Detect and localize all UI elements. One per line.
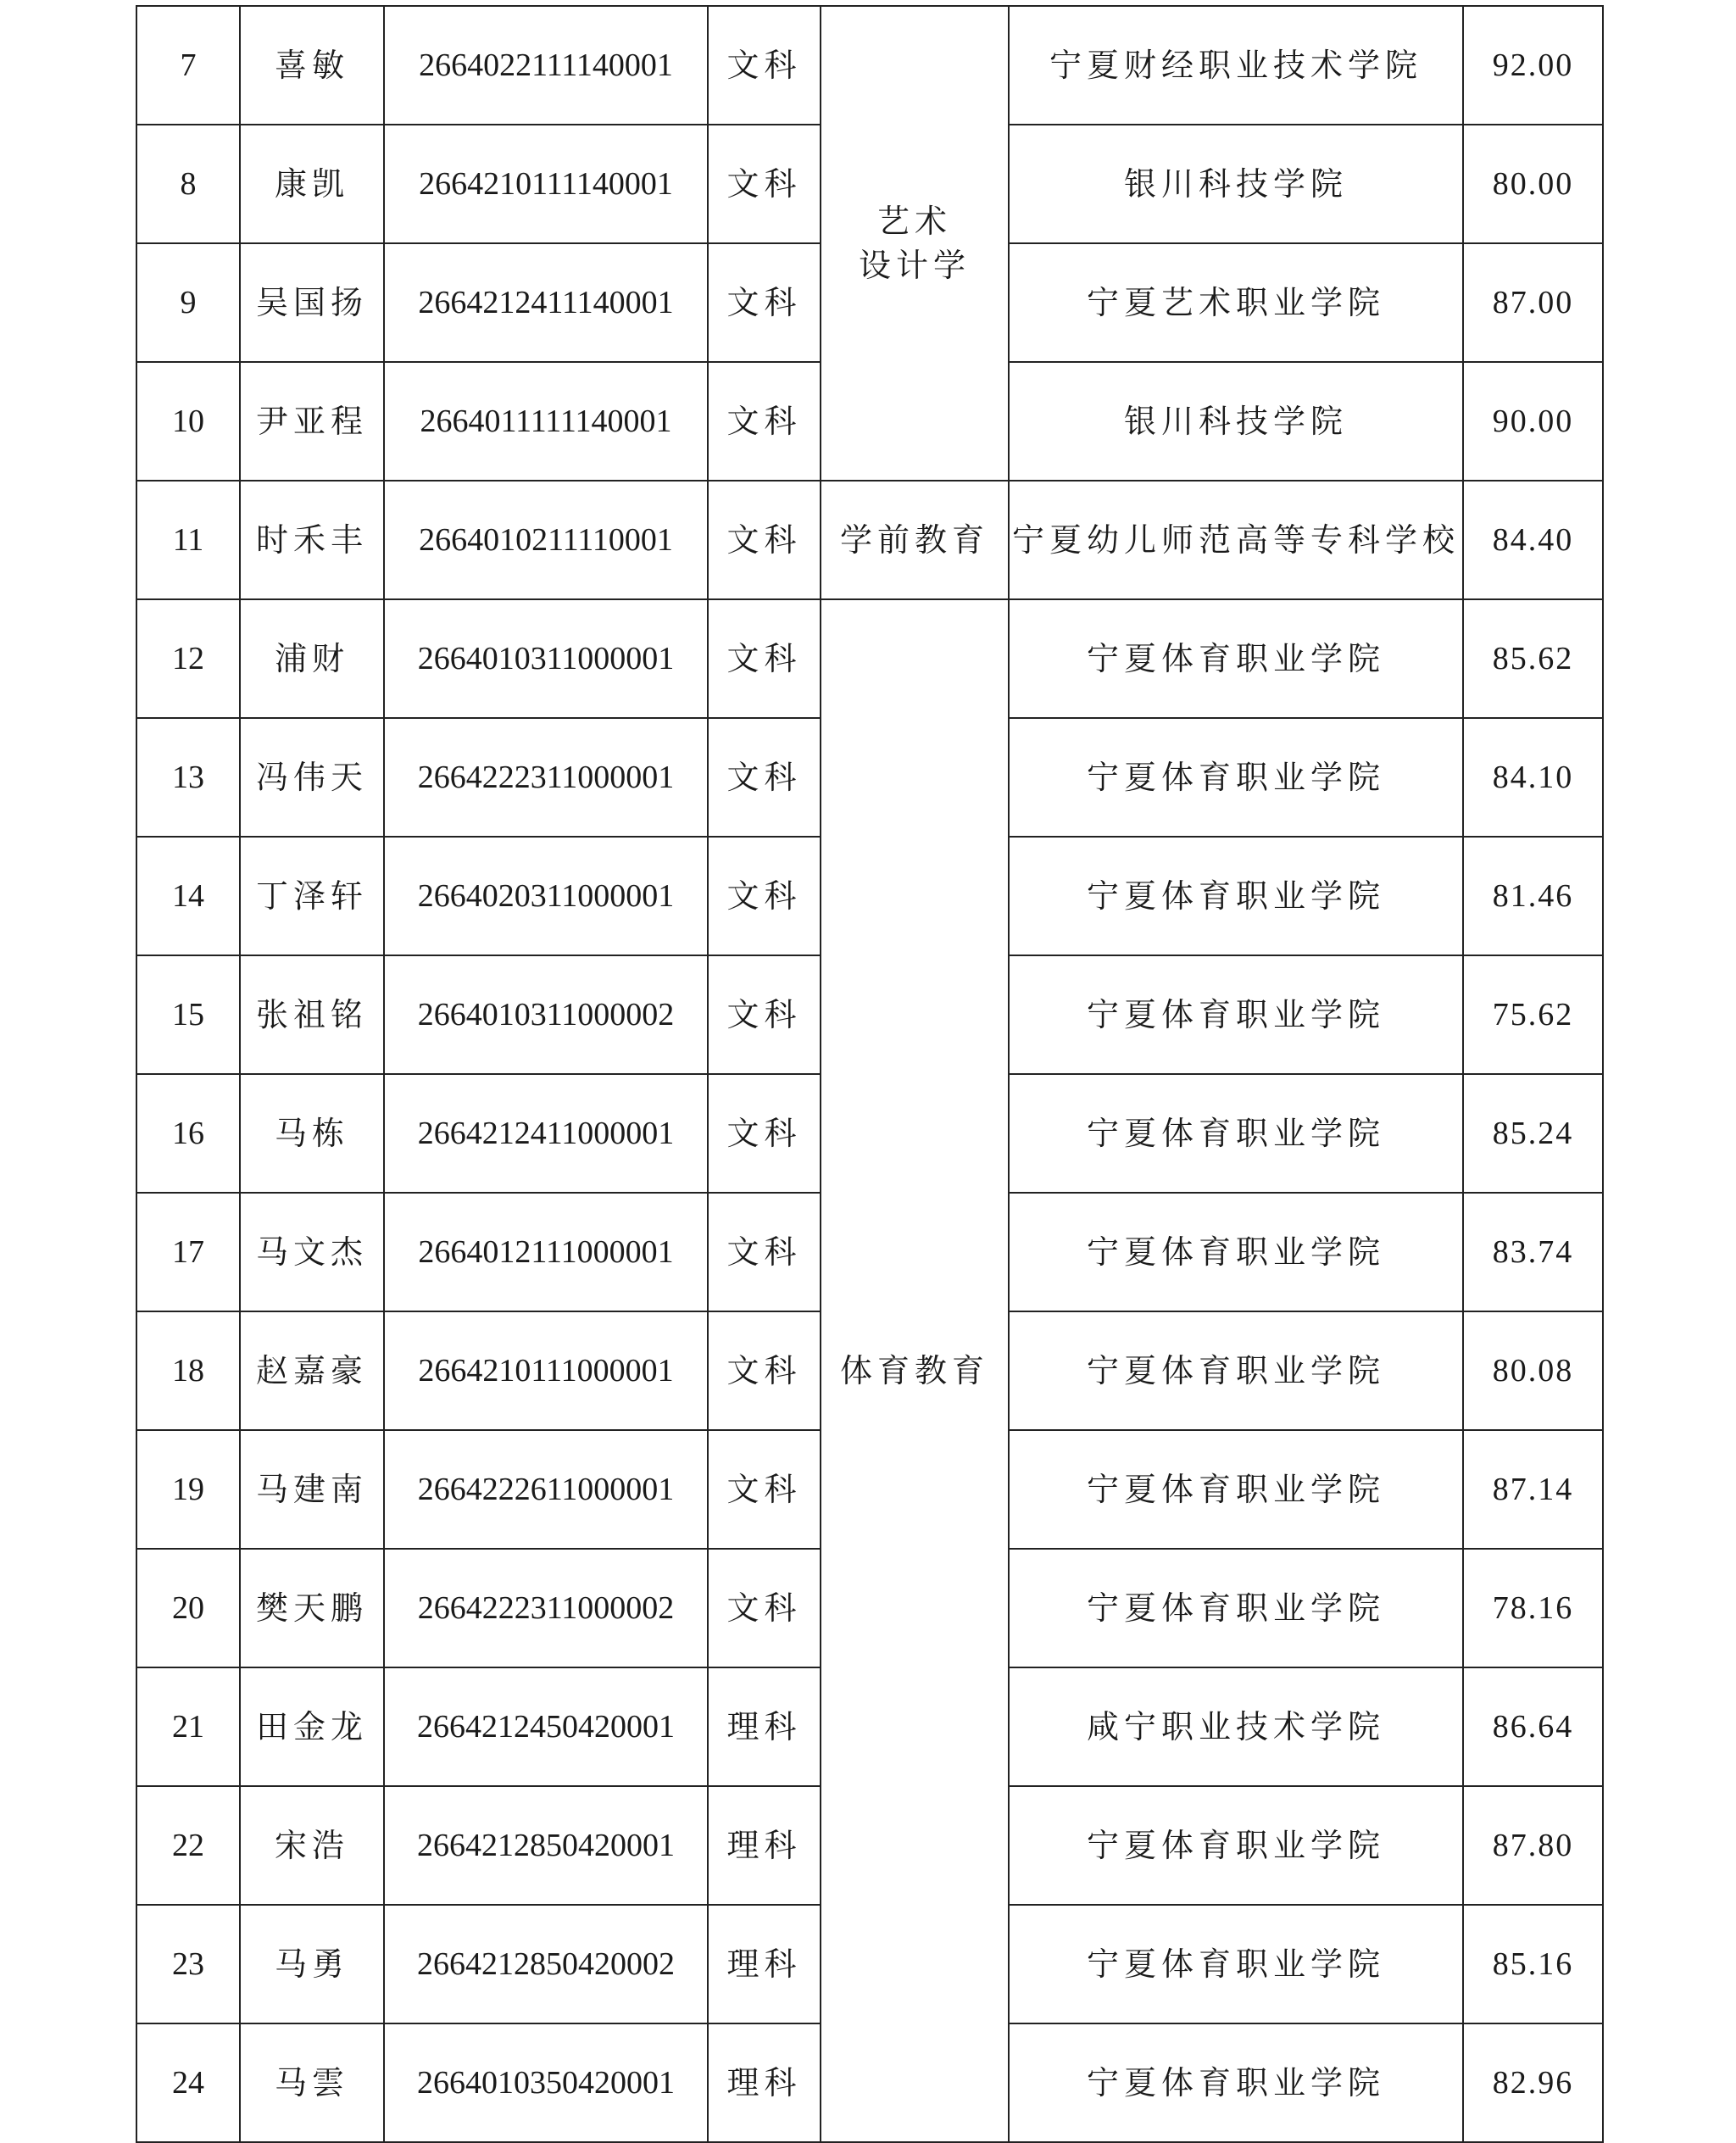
subject-track-cell: 文科 — [708, 125, 821, 243]
school-name-cell: 咸宁职业技术学院 — [1009, 1667, 1463, 1786]
exam-id-cell: 2664010211110001 — [384, 481, 708, 599]
row-number-cell: 12 — [136, 599, 240, 718]
student-name-cell: 马雲 — [240, 2023, 384, 2142]
exam-id-cell: 2664222311000002 — [384, 1549, 708, 1667]
student-name-cell: 马建南 — [240, 1430, 384, 1549]
admission-table — [136, 5, 1604, 2143]
subject-track-cell: 理科 — [708, 1667, 821, 1786]
score-cell: 80.08 — [1463, 1311, 1603, 1430]
school-name-cell: 宁夏体育职业学院 — [1009, 1786, 1463, 1905]
row-number-cell: 7 — [136, 6, 240, 125]
school-name-cell: 宁夏体育职业学院 — [1009, 1074, 1463, 1193]
row-number-cell: 11 — [136, 481, 240, 599]
major-cell: 体育教育 — [821, 599, 1009, 2142]
row-number-cell: 9 — [136, 243, 240, 362]
exam-id-cell: 2664222611000001 — [384, 1430, 708, 1549]
subject-track-cell: 文科 — [708, 1549, 821, 1667]
student-name-cell: 浦财 — [240, 599, 384, 718]
score-cell: 83.74 — [1463, 1193, 1603, 1311]
table-body — [136, 6, 1603, 2142]
student-name-cell: 田金龙 — [240, 1667, 384, 1786]
score-cell: 84.10 — [1463, 718, 1603, 837]
subject-track-cell: 文科 — [708, 6, 821, 125]
school-name-cell: 宁夏体育职业学院 — [1009, 1549, 1463, 1667]
exam-id-cell: 2664212411140001 — [384, 243, 708, 362]
exam-id-cell: 2664022111140001 — [384, 6, 708, 125]
exam-id-cell: 2664210111000001 — [384, 1311, 708, 1430]
score-cell: 90.00 — [1463, 362, 1603, 481]
exam-id-cell: 2664212450420001 — [384, 1667, 708, 1786]
exam-id-cell: 2664212850420001 — [384, 1786, 708, 1905]
school-name-cell: 宁夏体育职业学院 — [1009, 1430, 1463, 1549]
major-cell: 艺术 设计学 — [821, 6, 1009, 481]
subject-track-cell: 文科 — [708, 243, 821, 362]
student-name-cell: 丁泽轩 — [240, 837, 384, 955]
score-cell: 84.40 — [1463, 481, 1603, 599]
school-name-cell: 宁夏幼儿师范高等专科学校 — [1009, 481, 1463, 599]
student-name-cell: 喜敏 — [240, 6, 384, 125]
row-number-cell: 24 — [136, 2023, 240, 2142]
score-cell: 81.46 — [1463, 837, 1603, 955]
exam-id-cell: 2664010350420001 — [384, 2023, 708, 2142]
subject-track-cell: 文科 — [708, 599, 821, 718]
row-number-cell: 16 — [136, 1074, 240, 1193]
subject-track-cell: 文科 — [708, 718, 821, 837]
score-cell: 75.62 — [1463, 955, 1603, 1074]
school-name-cell: 银川科技学院 — [1009, 125, 1463, 243]
school-name-cell: 宁夏体育职业学院 — [1009, 2023, 1463, 2142]
exam-id-cell: 2664222311000001 — [384, 718, 708, 837]
student-name-cell: 尹亚程 — [240, 362, 384, 481]
student-name-cell: 吴国扬 — [240, 243, 384, 362]
exam-id-cell: 2664020311000001 — [384, 837, 708, 955]
exam-id-cell: 2664010311000001 — [384, 599, 708, 718]
school-name-cell: 宁夏体育职业学院 — [1009, 837, 1463, 955]
subject-track-cell: 理科 — [708, 1786, 821, 1905]
row-number-cell: 14 — [136, 837, 240, 955]
subject-track-cell: 文科 — [708, 1311, 821, 1430]
school-name-cell: 宁夏财经职业技术学院 — [1009, 6, 1463, 125]
row-number-cell: 15 — [136, 955, 240, 1074]
student-name-cell: 张祖铭 — [240, 955, 384, 1074]
school-name-cell: 宁夏体育职业学院 — [1009, 1311, 1463, 1430]
row-number-cell: 13 — [136, 718, 240, 837]
subject-track-cell: 理科 — [708, 2023, 821, 2142]
major-cell: 学前教育 — [821, 481, 1009, 599]
school-name-cell: 宁夏体育职业学院 — [1009, 1905, 1463, 2023]
score-cell: 82.96 — [1463, 2023, 1603, 2142]
score-cell: 85.62 — [1463, 599, 1603, 718]
student-name-cell: 樊天鹏 — [240, 1549, 384, 1667]
subject-track-cell: 文科 — [708, 1074, 821, 1193]
exam-id-cell: 2664010311000002 — [384, 955, 708, 1074]
student-name-cell: 马勇 — [240, 1905, 384, 2023]
score-cell: 80.00 — [1463, 125, 1603, 243]
student-name-cell: 马文杰 — [240, 1193, 384, 1311]
exam-id-cell: 2664212850420002 — [384, 1905, 708, 2023]
row-number-cell: 17 — [136, 1193, 240, 1311]
school-name-cell: 银川科技学院 — [1009, 362, 1463, 481]
score-cell: 85.16 — [1463, 1905, 1603, 2023]
exam-id-cell: 2664011111140001 — [384, 362, 708, 481]
school-name-cell: 宁夏艺术职业学院 — [1009, 243, 1463, 362]
table-row — [136, 6, 1603, 125]
subject-track-cell: 文科 — [708, 362, 821, 481]
subject-track-cell: 文科 — [708, 481, 821, 599]
exam-id-cell: 2664212411000001 — [384, 1074, 708, 1193]
exam-id-cell: 2664012111000001 — [384, 1193, 708, 1311]
subject-track-cell: 文科 — [708, 955, 821, 1074]
student-name-cell: 康凯 — [240, 125, 384, 243]
school-name-cell: 宁夏体育职业学院 — [1009, 955, 1463, 1074]
subject-track-cell: 文科 — [708, 1430, 821, 1549]
row-number-cell: 23 — [136, 1905, 240, 2023]
score-cell: 92.00 — [1463, 6, 1603, 125]
row-number-cell: 8 — [136, 125, 240, 243]
row-number-cell: 19 — [136, 1430, 240, 1549]
student-name-cell: 马栋 — [240, 1074, 384, 1193]
table-row — [136, 599, 1603, 718]
subject-track-cell: 文科 — [708, 1193, 821, 1311]
score-cell: 86.64 — [1463, 1667, 1603, 1786]
row-number-cell: 20 — [136, 1549, 240, 1667]
subject-track-cell: 理科 — [708, 1905, 821, 2023]
score-cell: 78.16 — [1463, 1549, 1603, 1667]
row-number-cell: 22 — [136, 1786, 240, 1905]
student-name-cell: 时禾丰 — [240, 481, 384, 599]
school-name-cell: 宁夏体育职业学院 — [1009, 718, 1463, 837]
student-name-cell: 宋浩 — [240, 1786, 384, 1905]
score-cell: 87.14 — [1463, 1430, 1603, 1549]
score-cell: 85.24 — [1463, 1074, 1603, 1193]
school-name-cell: 宁夏体育职业学院 — [1009, 1193, 1463, 1311]
exam-id-cell: 2664210111140001 — [384, 125, 708, 243]
score-cell: 87.80 — [1463, 1786, 1603, 1905]
score-cell: 87.00 — [1463, 243, 1603, 362]
subject-track-cell: 文科 — [708, 837, 821, 955]
row-number-cell: 21 — [136, 1667, 240, 1786]
table-row — [136, 481, 1603, 599]
student-name-cell: 赵嘉豪 — [240, 1311, 384, 1430]
school-name-cell: 宁夏体育职业学院 — [1009, 599, 1463, 718]
row-number-cell: 18 — [136, 1311, 240, 1430]
student-name-cell: 冯伟天 — [240, 718, 384, 837]
row-number-cell: 10 — [136, 362, 240, 481]
